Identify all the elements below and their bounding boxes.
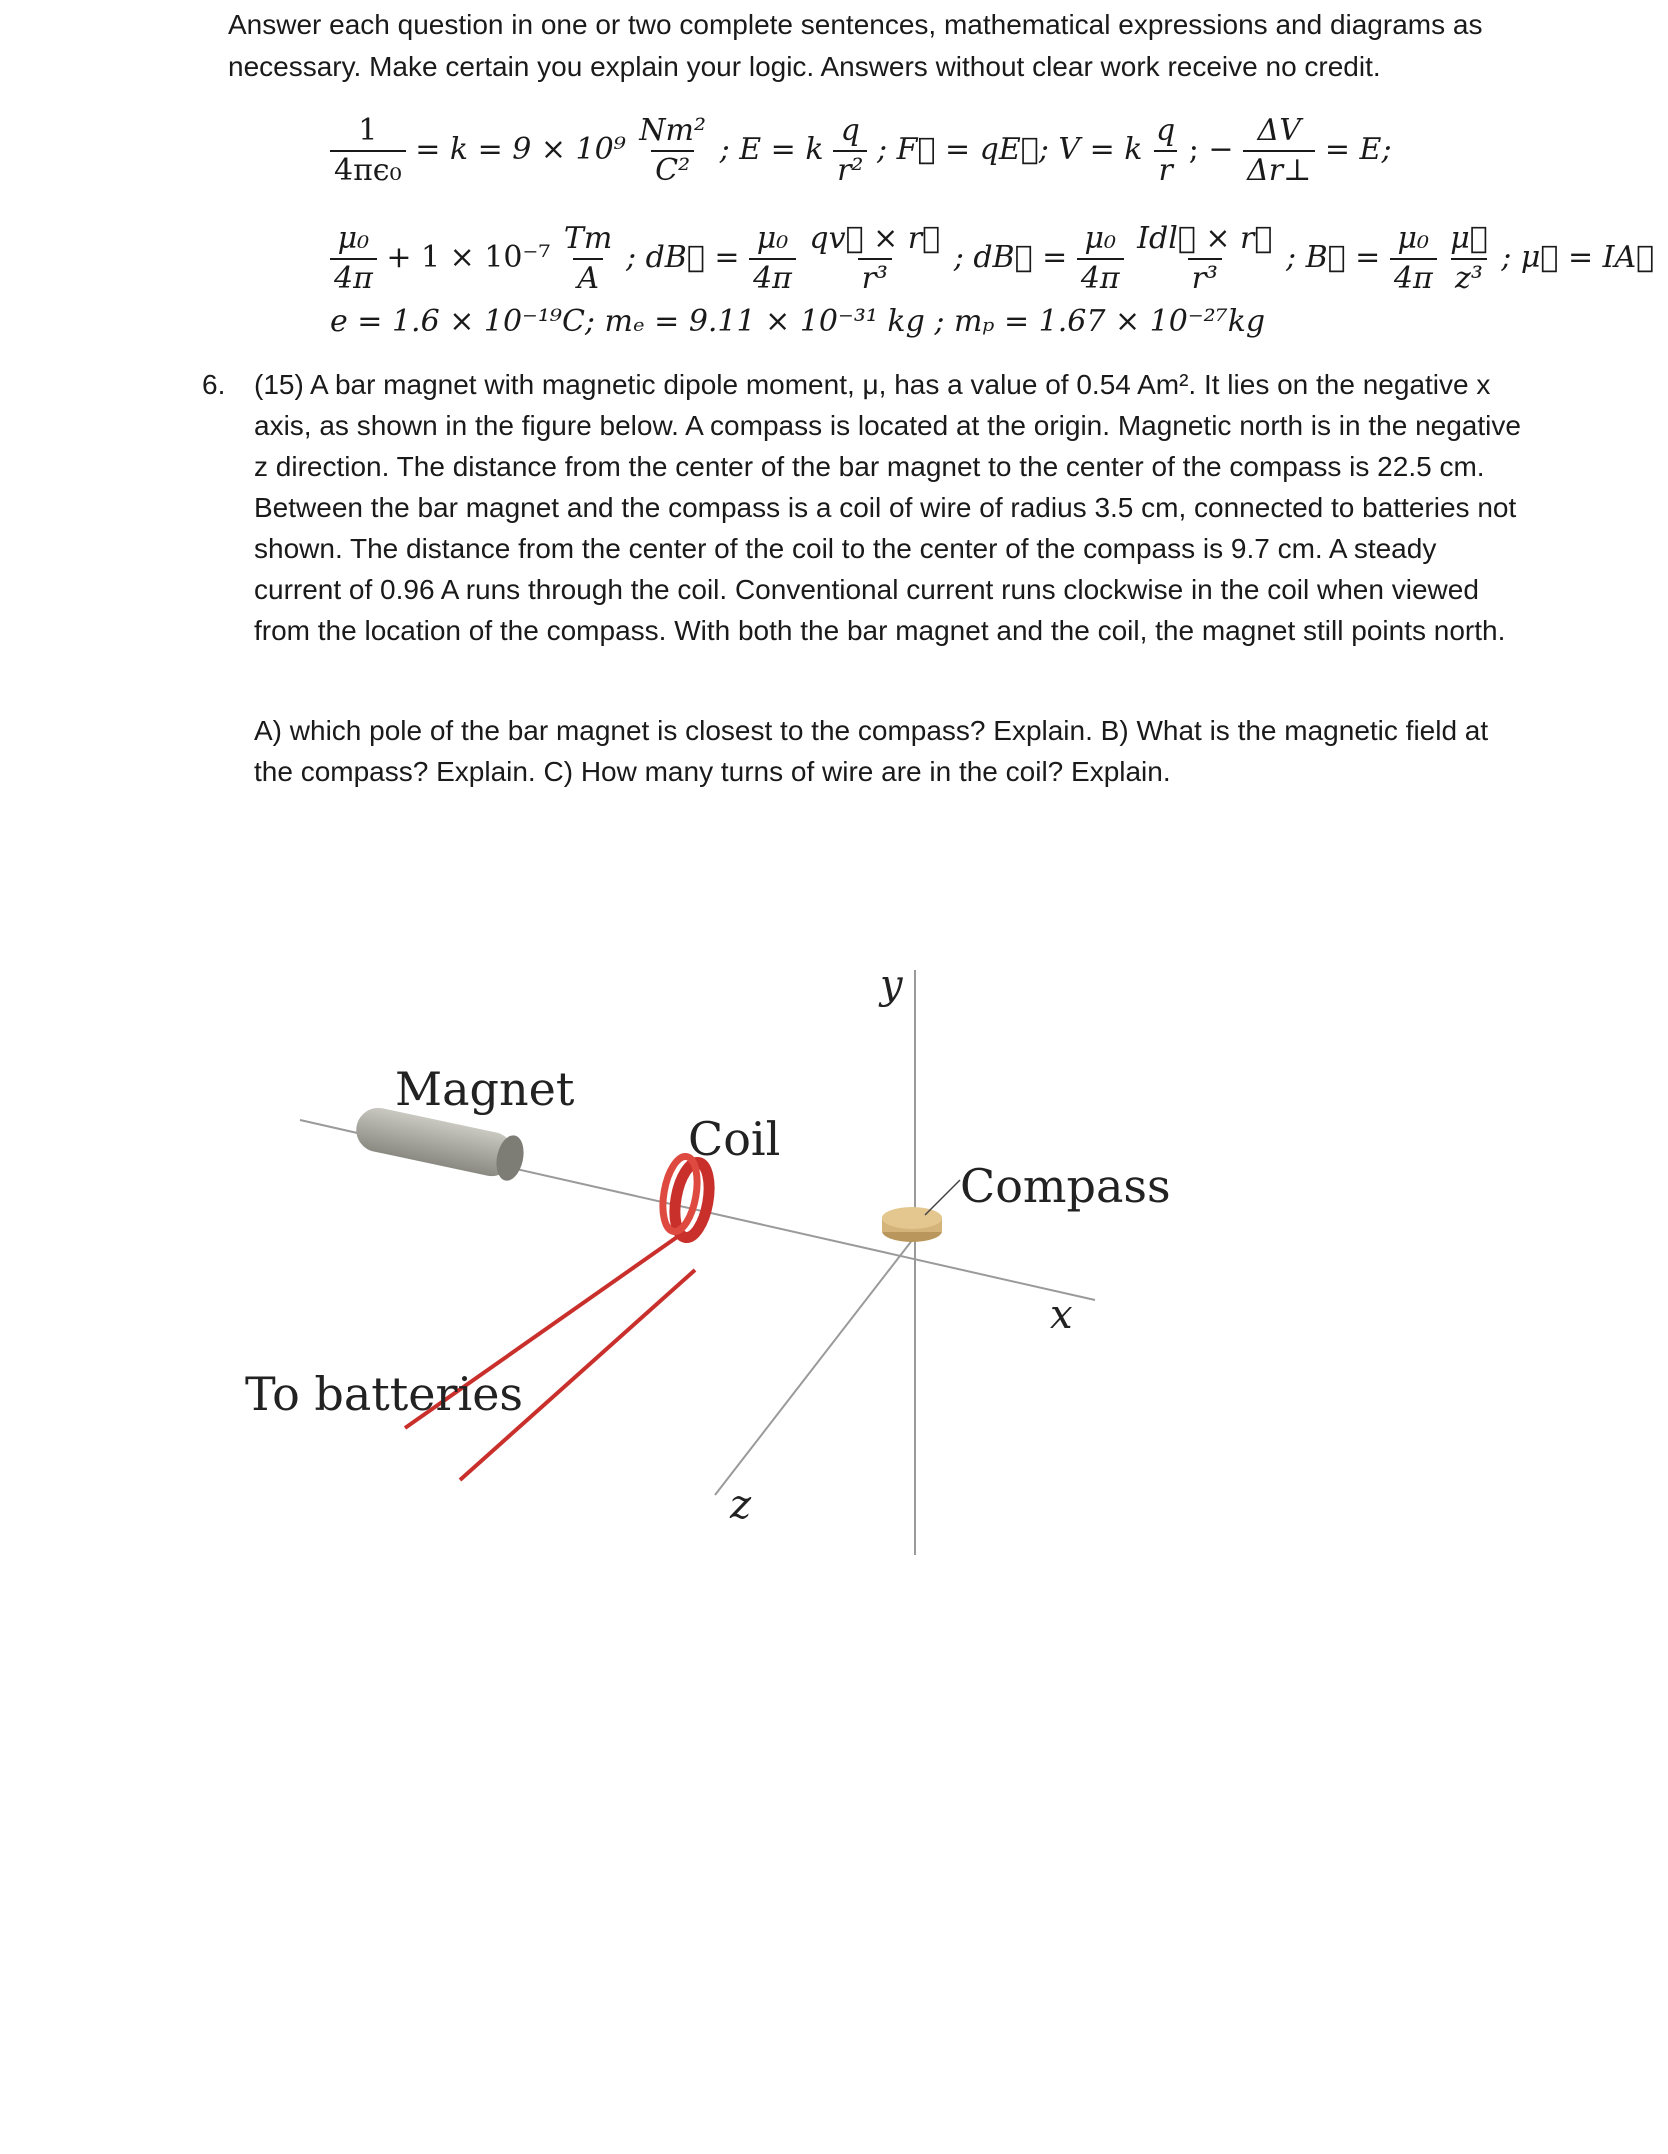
magnetic-moment: ; μ⃗ = IA⃗ — [1501, 240, 1655, 275]
db-charge-fraction: $\frac{qv⃗ \times r⃗}{\text{r³}}$ — [809, 221, 941, 296]
x-axis-label: x — [1050, 1292, 1073, 1338]
db-charge-lhs: ; dB⃗ = — [625, 240, 740, 275]
figure-svg — [245, 940, 1180, 1580]
z-axis-line — [715, 1230, 920, 1495]
mu-units: $\frac{Tm}{A}$ — [563, 221, 613, 296]
batteries-label: To batteries — [245, 1367, 524, 1421]
question-parts: A) which pole of the bar magnet is closest to the compass? Explain. B) What is the magnetic field at the compass? Explain. C) How many turns of wire are in the coil? Explain. — [254, 715, 1489, 787]
question-body: (15) A bar magnet with magnetic dipole moment, μ, has a value of 0.54 Am². It lies on the negative x axis, as shown in the figure below. A compass is located at the origin. Magnetic north is in the negative z direction. The distance from the center of the bar magnet to the center of the compass is 22.5 cm. Between the bar magnet and the compass is a coil of wire of radius 3.5 cm, connected to batteries not shown. The distance from the center of the coil to the center of the compass is 9.7 cm. A steady current of 0.96 A runs through the coil. Conventional current runs clockwise in the coil when viewed from the location of the compass. With both the bar magnet and the coil, the magnet still points north. — [254, 369, 1521, 646]
db-current-fraction: $\frac{\text{Idl⃗ × r⃗}}{\text{r³}}$ — [1137, 221, 1273, 296]
db-current-lhs: ; dB⃗ = — [953, 240, 1068, 275]
mu-fraction: $\frac{\text{μ₀}}{4\pi}$ — [330, 220, 377, 298]
magnet-coil-compass-figure — [245, 940, 1180, 1580]
potential-fraction: $\frac{q}{r}$ — [1156, 113, 1176, 188]
formula-row-constants: e = 1.6 × 10⁻¹⁹C; mₑ = 9.11 × 10⁻³¹ kg ; mₚ = 1.67 × 10⁻²⁷kg — [330, 304, 1266, 339]
compass-icon — [882, 1207, 942, 1242]
potential-gradient-fraction: $\frac{\Delta V}{\Delta r\perp}$ — [1243, 112, 1315, 190]
coil-icon — [658, 1154, 715, 1240]
db-current-coefficient: $\frac{\text{μ₀}}{4\pi}$ — [1077, 220, 1124, 298]
dipole-field-lhs: ; B⃗ = — [1285, 240, 1381, 275]
force-potential: ; F⃗ = qE⃗; V = k — [876, 132, 1143, 167]
formula-sheet — [330, 112, 1655, 362]
formula-row-magnetic — [330, 220, 1654, 298]
question-number: 6. — [202, 369, 226, 400]
compass-leader-line — [925, 1180, 960, 1215]
gradient-rhs: = E; — [1324, 132, 1392, 167]
minus-sign: ; − — [1188, 132, 1234, 167]
k-units: $\frac{\text{Nm²}}{\text{C²}}$ — [639, 113, 707, 188]
dipole-field-fraction: $\frac{\mu⃗}{\text{z³}}$ — [1450, 221, 1488, 296]
coulomb-constant-fraction: $\frac{1}{\text{4πϵ₀}}$ — [330, 112, 406, 190]
electric-field-fraction: $\frac{q}{\text{r²}}$ — [833, 112, 867, 190]
dipole-field-coefficient: $\frac{\text{μ₀}}{4\pi}$ — [1390, 220, 1437, 298]
coil-label: Coil — [688, 1112, 781, 1166]
k-value: = k = 9 × 10⁹ — [415, 132, 626, 167]
instructions: Answer each question in one or two complete sentences, mathematical expressions and diagrams as necessary. Make certain you explain your logic. Answers without clear work receive no credit. — [228, 9, 1483, 82]
z-axis-label: z — [730, 1482, 752, 1528]
db-charge-coefficient: $\frac{\text{μ₀}}{4\pi}$ — [749, 220, 796, 298]
magnet-label: Magnet — [395, 1062, 575, 1116]
formula-row-electric — [330, 112, 1392, 190]
y-axis-label: y — [880, 962, 903, 1008]
electric-field-lhs: ; E = k — [719, 132, 824, 167]
compass-label: Compass — [960, 1159, 1171, 1213]
mu-value: + 1 × 10⁻⁷ — [386, 240, 551, 275]
